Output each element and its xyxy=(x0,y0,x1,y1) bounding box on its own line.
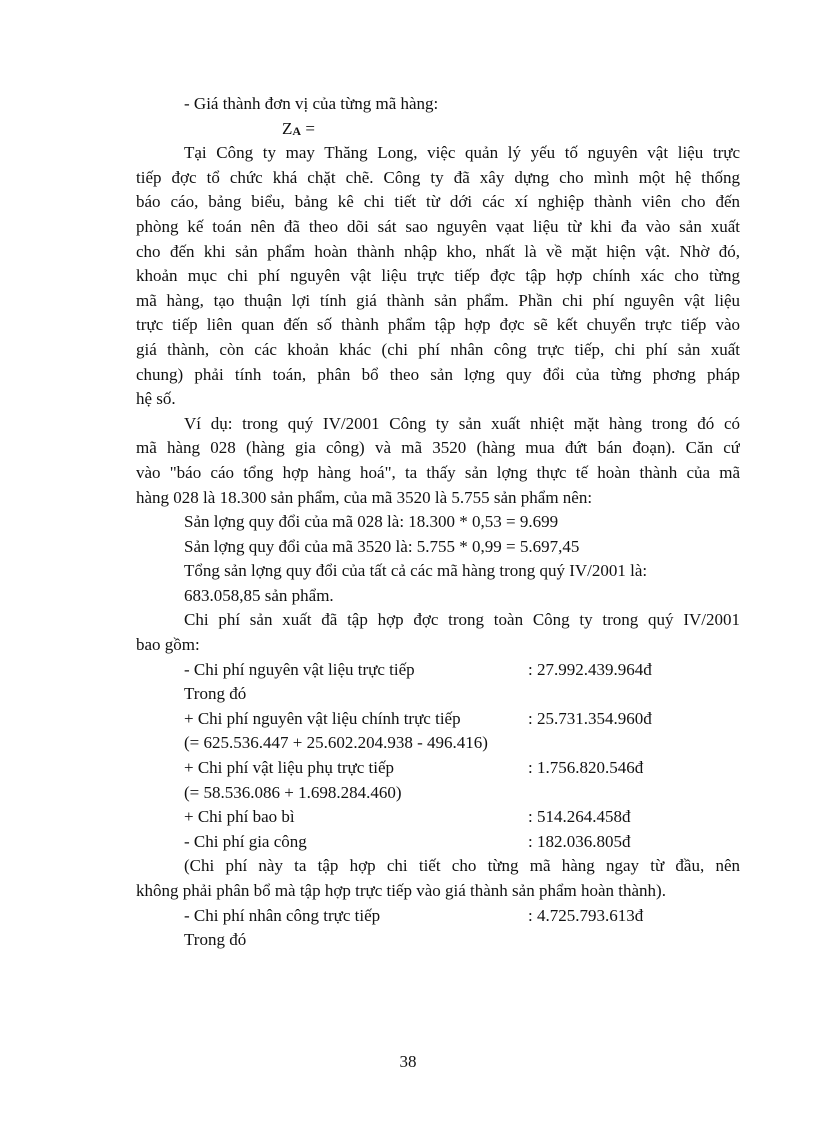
paragraph-line: tiếp đợc tổ chức khá chặt chẽ. Công ty đã xây dựng cho mình một hệ thống xyxy=(136,167,740,187)
cost-row xyxy=(136,928,740,953)
calc-line: Sản lợng quy đổi của mã 028 là: 18.300 * 0,53 = 9.699 xyxy=(184,512,559,532)
cost-breakdown xyxy=(136,658,740,855)
costs-intro xyxy=(136,608,740,657)
cost-row xyxy=(136,658,740,683)
page-number: 38 xyxy=(399,1052,417,1071)
cost-row xyxy=(136,830,740,855)
cost-row xyxy=(136,756,740,781)
output-calculations xyxy=(136,510,740,608)
paragraph-example xyxy=(136,412,740,510)
paragraph-line: Ví dụ: trong quý IV/2001 Công ty sản xuất nhiệt mặt hàng trong đó có xyxy=(184,413,740,433)
paragraph-material-management xyxy=(136,141,740,412)
cost-label: Trong đó xyxy=(184,930,247,950)
cost-label: - Chi phí nhân công trực tiếp xyxy=(184,905,381,925)
cost-value: : 25.731.354.960đ xyxy=(528,708,652,728)
cost-value: : 514.264.458đ xyxy=(528,807,631,827)
formula-z: Z xyxy=(282,118,293,138)
paragraph-line: Chi phí sản xuất đã tập hợp đợc trong toàn Công ty trong quý IV/2001 xyxy=(184,610,740,630)
paragraph-line: mã hàng 028 (hàng gia công) và mã 3520 (hàng mua đứt bán đoạn). Căn cứ xyxy=(136,438,740,458)
cost-label: (= 58.536.086 + 1.698.284.460) xyxy=(184,782,402,802)
cost-row xyxy=(136,805,740,830)
cost-label: + Chi phí nguyên vật liệu chính trực tiếp xyxy=(184,708,461,728)
cost-value: : 1.756.820.546đ xyxy=(528,758,644,778)
cost-label: + Chi phí vật liệu phụ trực tiếp xyxy=(184,758,395,778)
paragraph-line: báo cáo, bảng biểu, bảng kê chi tiết từ dới các xí nghiệp thành viên cho đến xyxy=(136,192,740,212)
calc-line: 683.058,85 sản phẩm. xyxy=(184,585,334,605)
paragraph-line: bao gồm: xyxy=(136,635,200,655)
cost-row xyxy=(136,682,740,707)
cost-value: : 4.725.793.613đ xyxy=(528,905,644,925)
bullet-unit-cost: - Giá thành đơn vị của từng mã hàng: xyxy=(184,94,439,113)
cost-value: : 27.992.439.964đ xyxy=(528,659,652,679)
calc-line: Tổng sản lợng quy đổi của tất cả các mã hàng trong quý IV/2001 là: xyxy=(184,561,648,581)
formula-equals: = xyxy=(301,118,315,138)
paragraph-line: mã hàng, tạo thuận lợi tính giá thành sản phẩm. Phần chi phí nguyên vật liệu xyxy=(136,290,740,310)
paragraph-line: phòng kế toán nên đã theo dõi sát sao nguyên vạat liệu từ khi đa vào sản xuất xyxy=(136,216,740,236)
paragraph-line: hệ số. xyxy=(136,389,176,409)
cost-row xyxy=(136,904,740,929)
paragraph-line: giá thành, còn các khoản khác (chi phí nhân công trực tiếp, chi phí sản xuất xyxy=(136,339,740,359)
cost-value: : 182.036.805đ xyxy=(528,831,631,851)
document-page xyxy=(136,92,740,953)
cost-row xyxy=(136,731,740,756)
cost-row xyxy=(136,781,740,806)
note-paragraph xyxy=(136,854,740,903)
cost-row xyxy=(136,707,740,732)
paragraph-line: vào "báo cáo tổng hợp hàng hoá", ta thấy sản lợng thực tế hoàn thành của mã xyxy=(136,462,740,482)
cost-label: Trong đó xyxy=(184,684,247,704)
cost-breakdown-labor xyxy=(136,904,740,953)
paragraph-line: Tại Công ty may Thăng Long, việc quản lý yếu tố nguyên vật liệu trực xyxy=(184,143,740,163)
cost-label: (= 625.536.447 + 25.602.204.938 - 496.416) xyxy=(184,733,488,753)
paragraph-line: chung) phải tính toán, phân bổ theo sản lợng quy đổi của từng phơng pháp xyxy=(136,364,740,384)
calc-line: Sản lợng quy đổi của mã 3520 là: 5.755 * 0,99 = 5.697,45 xyxy=(184,536,580,556)
cost-label: - Chi phí nguyên vật liệu trực tiếp xyxy=(184,659,415,679)
paragraph-line: cho đến khi sản phẩm hoàn thành nhập kho, nhất là về mặt hiện vật. Nhờ đó, xyxy=(136,241,740,261)
formula-subscript: A xyxy=(292,123,302,138)
paragraph-line: trực tiếp liên quan đến số thành phẩm tập hợp đợc sẽ kết chuyển trực tiếp vào xyxy=(136,315,740,335)
cost-label: - Chi phí gia công xyxy=(184,831,307,851)
paragraph-line: khoản mục chi phí nguyên vật liệu trực tiếp đợc tập hợp chính xác cho từng xyxy=(136,266,740,286)
paragraph-line: hàng 028 là 18.300 sản phẩm, của mã 3520 là 5.755 sản phẩm nên: xyxy=(136,487,593,507)
paragraph-line: (Chi phí này ta tập hợp chi tiết cho từng mã hàng ngay từ đầu, nên xyxy=(184,856,740,876)
formula-za xyxy=(136,117,740,142)
paragraph-line: không phải phân bổ mà tập hợp trực tiếp vào giá thành sản phẩm hoàn thành). xyxy=(136,881,666,900)
cost-label: + Chi phí bao bì xyxy=(184,807,295,827)
